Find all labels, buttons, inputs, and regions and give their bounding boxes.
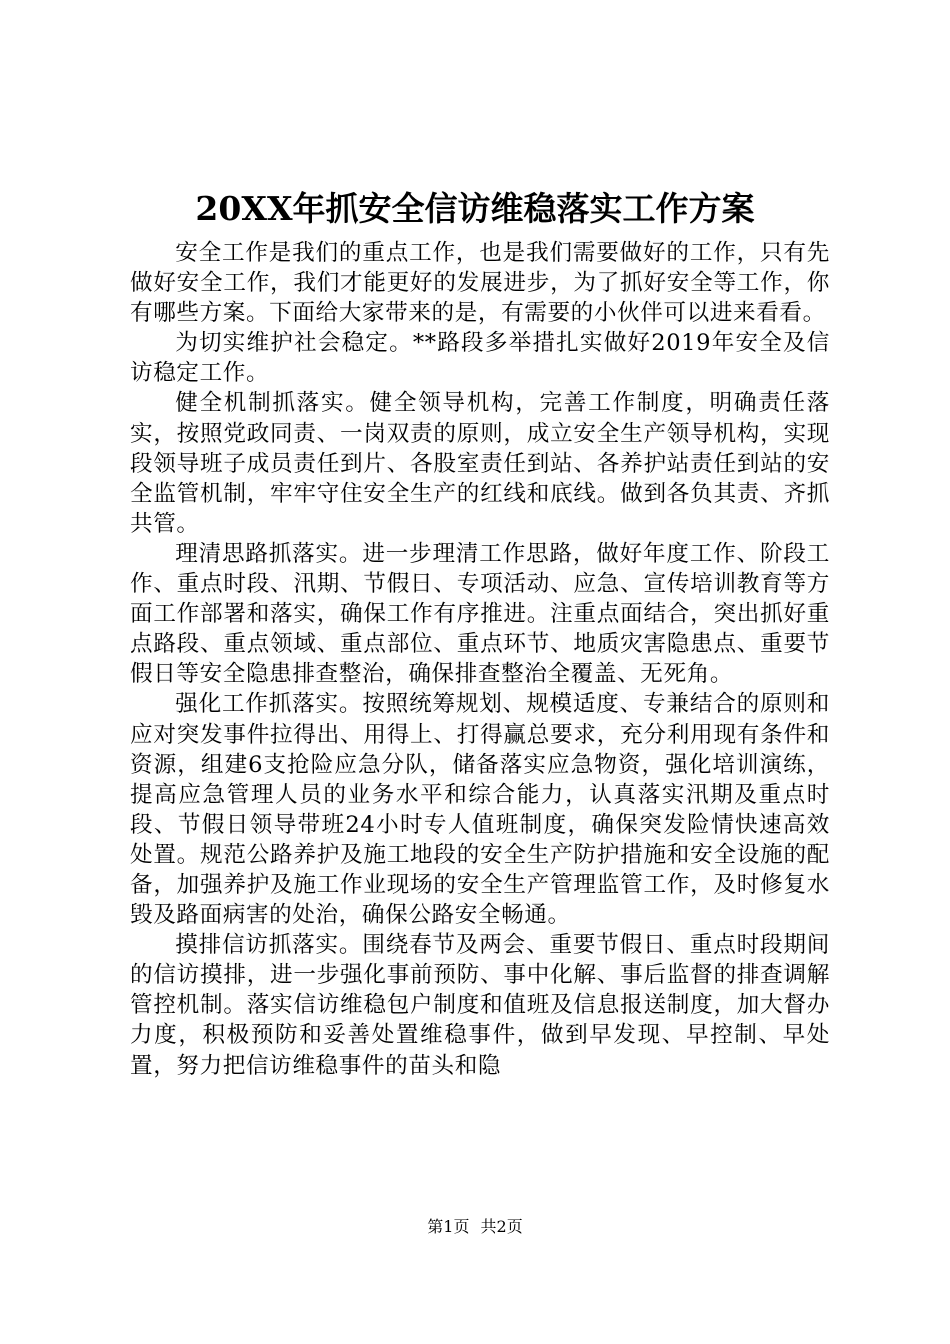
paragraph-mechanism: 健全机制抓落实。健全领导机构，完善工作制度，明确责任落实，按照党政同责、一岗双责的原则，成立安全生产领导机构，实现段领导班子成员责任到片、各股室责任到站、各养护站责任到站的安全监管机制，牢牢守住安全生产的红线和底线。做到各负其责、齐抓共管。	[130, 390, 830, 537]
page-footer	[0, 1216, 950, 1238]
page-title: 20XX年抓安全信访维稳落实工作方案	[195, 189, 755, 228]
paragraph-petition-screening: 摸排信访抓落实。围绕春节及两会、重要节假日、重点时段期间的信访摸排，进一步强化事前预防、事中化解、事后监督的排查调解管控机制。落实信访维稳包户制度和值班及信息报送制度，加大督办力度，积极预防和妥善处置维稳事件，做到早发现、早控制、早处置，努力把信访维稳事件的苗头和隐	[130, 932, 830, 1079]
document-body	[130, 238, 830, 1081]
paragraph-approach: 理清思路抓落实。进一步理清工作思路，做好年度工作、阶段工作、重点时段、汛期、节假日、专项活动、应急、宣传培训教育等方面工作部署和落实，确保工作有序推进。注重点面结合，突出抓好重点路段、重点领域、重点部位、重点环节、地质灾害隐患点、重要节假日等安全隐患排查整治，确保排查整治全覆盖、无死角。	[130, 540, 830, 688]
page-number-current: 第1页	[427, 1217, 470, 1236]
paragraph-stability: 为切实维护社会稳定。**路段多举措扎实做好2019年安全及信访稳定工作。	[130, 330, 830, 387]
page-number-total: 共2页	[480, 1217, 523, 1236]
paragraph-strengthen-work: 强化工作抓落实。按照统筹规划、规模适度、专兼结合的原则和应对突发事件拉得出、用得上、打得赢总要求，充分利用现有条件和资源，组建6支抢险应急分队，储备落实应急物资，强化培训演练，提高应急管理人员的业务水平和综合能力，认真落实汛期及重点时段、节假日领导带班24小时专人值班制度，确保突发险情快速高效处置。规范公路养护及施工地段的安全生产防护措施和安全设施的配备，加强养护及施工作业现场的安全生产管理监管工作，及时修复水毁及路面病害的处治，确保公路安全畅通。	[130, 691, 830, 929]
paragraph-intro: 安全工作是我们的重点工作，也是我们需要做好的工作，只有先做好安全工作，我们才能更好的发展进步，为了抓好安全等工作，你有哪些方案。下面给大家带来的是，有需要的小伙伴可以进来看看。	[130, 240, 830, 327]
